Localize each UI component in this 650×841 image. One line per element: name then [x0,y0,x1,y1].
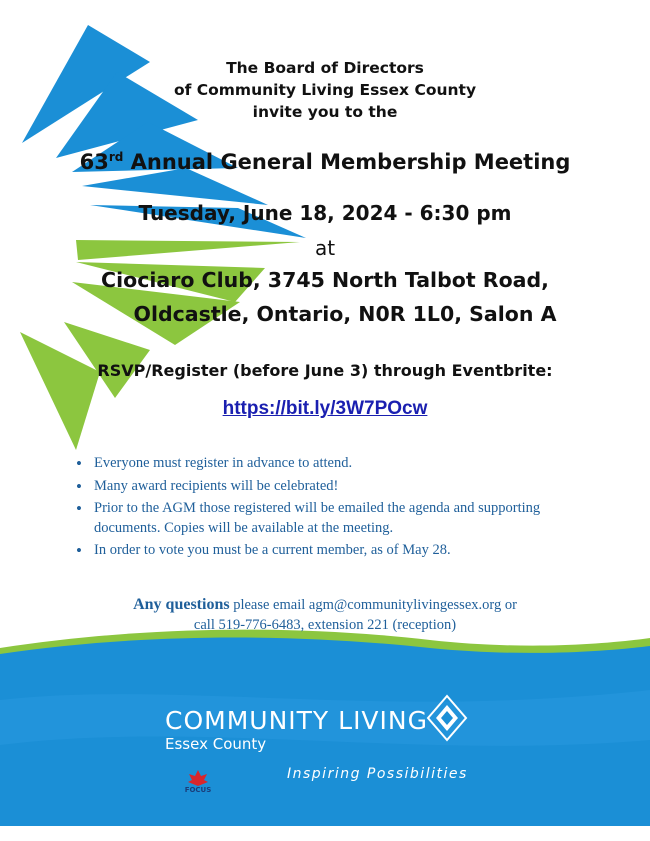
board-invitation [0,57,650,123]
event-title [0,150,650,174]
questions-phone-line: call 519-776-6483, extension 221 (reception) [193,617,457,633]
board-line-1: The Board of Directors [226,59,424,77]
eventbrite-link[interactable]: https://bit.ly/3W7POcw [222,398,428,419]
questions-email-line: please email agm@communitylivingessex.org or [229,597,517,613]
community-living-logo [165,706,428,753]
ordinal-suffix: rd [108,150,124,164]
ordinal-number: 63 [79,150,109,174]
board-line-2: of Community Living Essex County [173,81,477,99]
rsvp-text: RSVP/Register (before June 3) through Eventbrite: [97,361,553,380]
venue-line-1: Ciociaro Club, 3745 North Talbot Road, [101,268,549,292]
focus-logo [180,772,216,794]
info-bullet-list [76,454,596,564]
list-item: • Prior to the AGM those registered will be emailed the agenda and supporting documents. Copies will be available at the meeting. [76,499,596,538]
list-item: • Everyone must register in advance to attend. [76,454,596,474]
questions-contact [0,595,650,635]
event-date: Tuesday, June 18, 2024 - 6:30 pm [138,201,512,225]
board-line-3: invite you to the [252,103,398,121]
tagline: Inspiring Possibilities [287,766,468,782]
focus-label: FOCUS [184,786,212,794]
list-item: • In order to vote you must be a current member, as of May 28. [76,541,596,561]
event-at: at [314,236,336,260]
list-item: • Many award recipients will be celebrated! [76,477,596,497]
logo-main-text: COMMUNITY LIVING [165,706,428,735]
questions-bold: Any questions [133,596,230,613]
logo-sub-text: Essex County [165,735,267,753]
venue-line-2: Oldcastle, Ontario, N0R 1L0, Salon A [133,302,557,326]
title-rest: Annual General Membership Meeting [123,150,571,174]
